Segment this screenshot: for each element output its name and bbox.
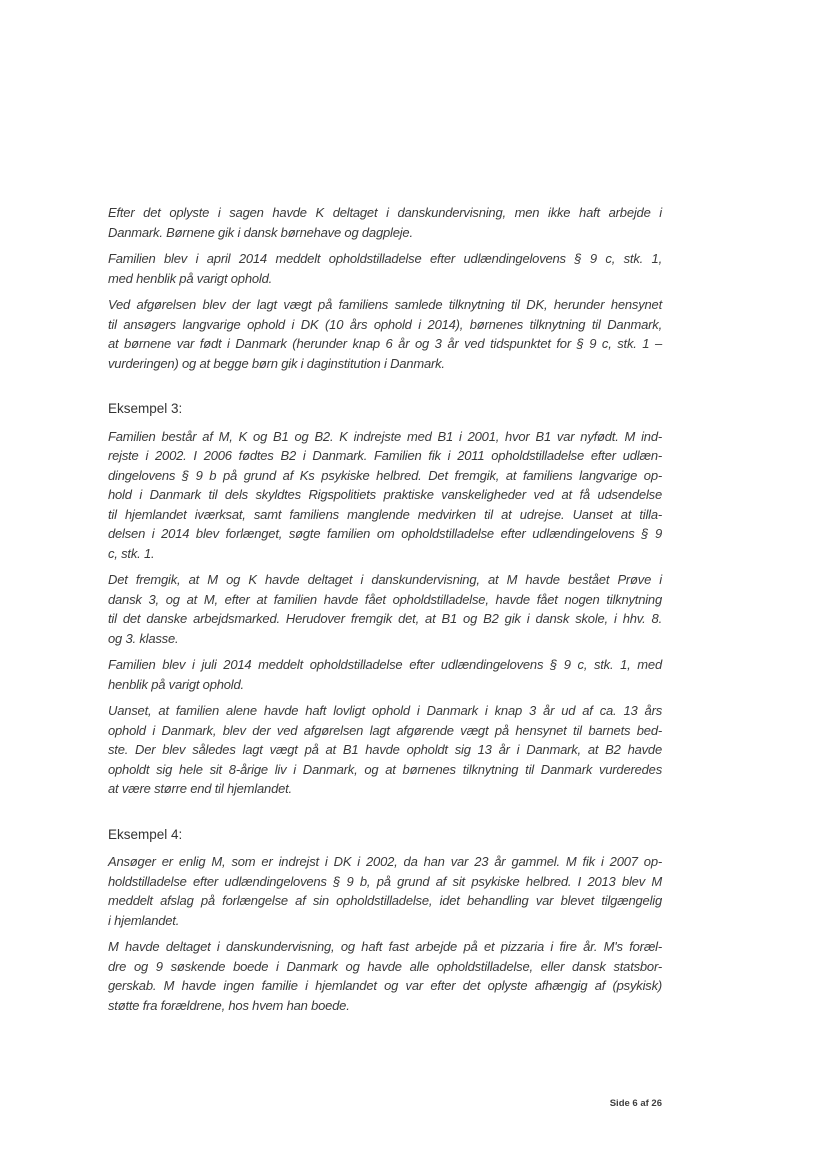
text-line: Efter det oplyste i sagen havde K deltaget i danskundervisning, men ikke haft arbejde i	[108, 205, 662, 220]
paragraph	[108, 701, 662, 799]
text-line: med henblik på varigt ophold.	[108, 270, 273, 286]
text-line: ste. Der blev således lagt vægt på at B1 havde opholdt sig 13 år i Danmark, at B2 havde	[108, 742, 662, 757]
text-line: i hjemlandet.	[108, 912, 180, 928]
text-line: og 3. klasse.	[108, 630, 179, 646]
text-line: c, stk. 1.	[108, 545, 155, 561]
text-line: dansk 3, og at M, efter at familien havde fået opholdstilladelse, havde fået nogen tilknytning	[108, 591, 662, 607]
text-line: at være større end til hjemlandet.	[108, 781, 292, 796]
text-line: delsen i 2014 blev forlænget, søgte familien om opholdstilladelse efter udlændingelovens § 9	[108, 526, 662, 541]
text-line: M havde deltaget i danskundervisning, og haft fast arbejde på et pizzaria i fire år. M's foræl-	[108, 939, 662, 954]
text-line: Danmark. Børnene gik i dansk børnehave og dagpleje.	[108, 224, 413, 240]
text-line: holdstilladelse efter udlændingelovens § 9 b, på grund af sit psykiske helbred. I 2013 blev M	[108, 873, 662, 889]
text-line: at børnene var født i Danmark (herunder knap 6 år og 3 år ved tidspunktet for § 9 c, stk. 1 –	[108, 336, 662, 351]
text-line: vurderingen) og at begge børn gik i daginstitution i Danmark.	[108, 355, 445, 371]
text-line: gerskab. M havde ingen familie i hjemlandet og var efter det oplyste afhængig af (psykisk)	[108, 978, 662, 993]
paragraph	[108, 655, 662, 694]
text-line: henblik på varigt ophold.	[108, 676, 244, 692]
paragraph	[108, 427, 662, 564]
paragraph	[108, 937, 662, 1015]
text-line: Uanset, at familien alene havde haft lovligt ophold i Danmark i knap 3 år ud af ca. 13 års	[108, 703, 662, 718]
text-line: ophold i Danmark, blev der ved afgørelsen lagt afgørende vægt på hensynet til barnets bed-	[108, 722, 662, 738]
text-line: til det danske arbejdsmarked. Herudover fremgik det, at B1 og B2 gik i dansk skole, i hhv. 8.	[108, 611, 662, 626]
text-line: støtte fra forældrene, hos hvem han boede.	[108, 997, 350, 1013]
paragraph	[108, 295, 662, 373]
section-heading-eksempel-3: Eksempel 3:	[108, 401, 183, 416]
text-line: hold i Danmark til dels skyldtes Rigspolitiets praktiske vanskeligheder ved at få udsendelse	[108, 487, 662, 502]
text-line: Ved afgørelsen blev der lagt vægt på familiens samlede tilknytning til DK, herunder hensynet	[108, 297, 662, 312]
text-line: Familien blev i april 2014 meddelt opholdstilladelse efter udlændingelovens § 9 c, stk. 1,	[108, 251, 662, 266]
text-line: til hjemlandet iværksat, samt familiens manglende medvirken til at udrejse. Uanset at tilla-	[108, 506, 662, 522]
text-line: Familien blev i juli 2014 meddelt opholdstilladelse efter udlændingelovens § 9 c, stk. 1, med	[108, 657, 662, 672]
paragraph	[108, 203, 662, 242]
text-line: meddelt afslag på forlængelse af sin opholdstilladelse, idet behandling var blevet tilgængelig	[108, 893, 662, 908]
paragraph	[108, 570, 662, 648]
text-line: Ansøger er enlig M, som er indrejst i DK i 2002, da han var 23 år gammel. M fik i 2007 op-	[108, 854, 662, 869]
document-body	[108, 203, 662, 1022]
text-line: Det fremgik, at M og K havde deltaget i danskundervisning, at M havde bestået Prøve i	[108, 572, 662, 587]
text-line: dingelovens § 9 b på grund af Ks psykiske helbred. Det fremgik, at familiens langvarige op-	[108, 467, 662, 483]
section-heading-eksempel-4: Eksempel 4:	[108, 826, 183, 842]
paragraph	[108, 249, 662, 288]
text-line: opholdt sig hele sit 8-årige liv i Danmark, og at børnenes tilknytning til Danmark vurderedes	[108, 761, 662, 777]
text-line: rejste i 2002. I 2006 fødtes B2 i Danmark. Familien fik i 2011 opholdstilladelse efter udlæn-	[108, 448, 662, 463]
paragraph	[108, 852, 662, 930]
text-line: Familien består af M, K og B1 og B2. K indrejste med B1 i 2001, hvor B1 var nyfødt. M ind-	[108, 428, 662, 444]
text-line: dre og 9 søskende boede i Danmark og havde alle opholdstilladelse, eller dansk statsbor-	[108, 958, 662, 974]
text-line: til ansøgers langvarige ophold i DK (10 års ophold i 2014), børnenes tilknytning til Danmark,	[108, 316, 662, 332]
page-number: Side 6 af 26	[609, 1098, 662, 1109]
